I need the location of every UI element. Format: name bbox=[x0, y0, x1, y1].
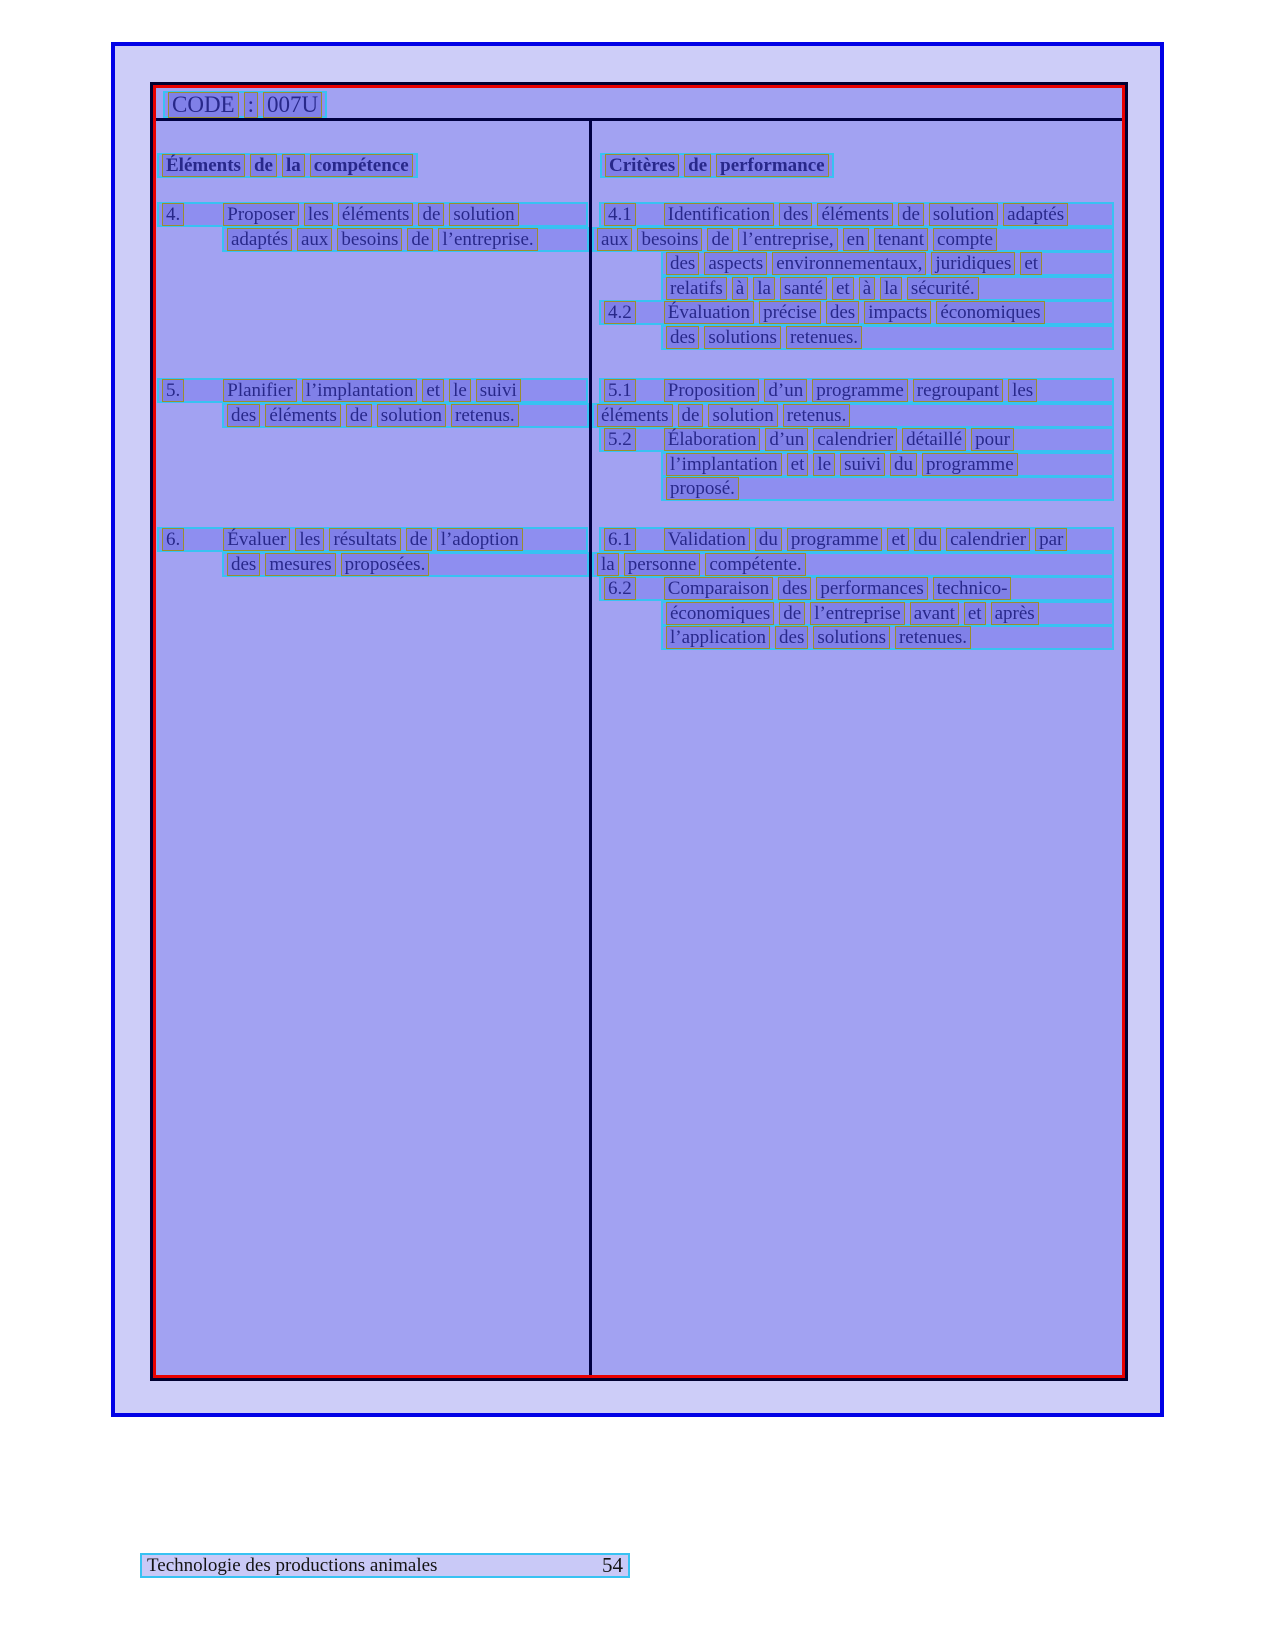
word: Proposition bbox=[664, 379, 760, 402]
code-header-line bbox=[163, 91, 327, 118]
table-inner bbox=[153, 85, 1125, 1378]
word: Proposer bbox=[223, 203, 299, 226]
word: juridiques bbox=[931, 252, 1015, 275]
left-column-header bbox=[157, 153, 418, 178]
word: de bbox=[898, 203, 924, 226]
word: du bbox=[890, 453, 917, 476]
word: éléments bbox=[817, 203, 893, 226]
word: et bbox=[787, 453, 809, 476]
word: compétente. bbox=[705, 553, 805, 576]
word: besoins bbox=[337, 228, 402, 251]
word: en bbox=[843, 228, 869, 251]
word: Élaboration bbox=[664, 428, 761, 451]
word: de bbox=[707, 228, 733, 251]
element-line bbox=[222, 227, 589, 252]
word: suivi bbox=[476, 379, 521, 402]
element-line bbox=[222, 403, 589, 428]
word: les bbox=[295, 528, 324, 551]
column-divider bbox=[589, 121, 592, 1375]
word: solutions bbox=[704, 326, 781, 349]
element-line bbox=[222, 552, 589, 577]
word: l’application bbox=[666, 626, 770, 649]
word: des bbox=[666, 326, 699, 349]
criterion-line bbox=[592, 552, 1114, 577]
page-number: 54 bbox=[602, 1553, 623, 1577]
item-number: 5. bbox=[162, 379, 184, 402]
word: du bbox=[755, 528, 782, 551]
criterion-line bbox=[661, 601, 1114, 626]
word: aspects bbox=[704, 252, 767, 275]
footer bbox=[140, 1553, 630, 1578]
word: l’implantation bbox=[666, 453, 782, 476]
word: des bbox=[227, 553, 260, 576]
word: proposées. bbox=[341, 553, 430, 576]
word: du bbox=[914, 528, 941, 551]
word: l’entreprise bbox=[810, 602, 905, 625]
word: compétence bbox=[310, 154, 413, 177]
word: de bbox=[779, 602, 805, 625]
element-line bbox=[157, 202, 588, 227]
word: la bbox=[753, 277, 775, 300]
criterion-line bbox=[661, 452, 1114, 477]
word: Identification bbox=[664, 203, 774, 226]
word: programme bbox=[787, 528, 883, 551]
word: et bbox=[422, 379, 444, 402]
word: précise bbox=[759, 301, 821, 324]
criterion-line bbox=[592, 403, 1114, 428]
word: compte bbox=[933, 228, 997, 251]
word: des bbox=[826, 301, 859, 324]
word: Comparaison bbox=[664, 577, 773, 600]
word: pour bbox=[971, 428, 1014, 451]
item-number: 5.1 bbox=[604, 379, 636, 402]
word: Évaluation bbox=[664, 301, 754, 324]
word: à bbox=[732, 277, 748, 300]
word: retenus. bbox=[451, 404, 519, 427]
word: éléments bbox=[338, 203, 414, 226]
word: détaillé bbox=[902, 428, 966, 451]
word: technico- bbox=[933, 577, 1012, 600]
word: santé bbox=[780, 277, 827, 300]
word: de bbox=[250, 154, 277, 177]
item-number: 4.1 bbox=[604, 203, 636, 226]
word: solutions bbox=[813, 626, 890, 649]
word: de bbox=[407, 228, 433, 251]
word: calendrier bbox=[946, 528, 1030, 551]
word: suivi bbox=[840, 453, 885, 476]
footer-title: Technologie des productions animales bbox=[147, 1554, 438, 1576]
word: avant bbox=[910, 602, 959, 625]
word: les bbox=[1008, 379, 1037, 402]
criterion-line bbox=[599, 378, 1114, 403]
word: regroupant bbox=[913, 379, 1003, 402]
word: de bbox=[678, 404, 704, 427]
header-row-divider bbox=[156, 118, 1122, 121]
word: 007U bbox=[263, 92, 322, 118]
word: de bbox=[406, 528, 432, 551]
word: solution bbox=[708, 404, 777, 427]
word: solution bbox=[377, 404, 446, 427]
word: les bbox=[304, 203, 333, 226]
competency-table bbox=[150, 82, 1128, 1381]
word: adaptés bbox=[1003, 203, 1068, 226]
word: retenues. bbox=[786, 326, 862, 349]
criterion-line bbox=[661, 625, 1114, 650]
word: Validation bbox=[664, 528, 750, 551]
word: des bbox=[227, 404, 260, 427]
word: de bbox=[346, 404, 372, 427]
item-number: 6.1 bbox=[604, 528, 636, 551]
word: des bbox=[666, 252, 699, 275]
word: Planifier bbox=[223, 379, 296, 402]
word: économiques bbox=[936, 301, 1044, 324]
criterion-line bbox=[661, 476, 1114, 501]
word: mesures bbox=[265, 553, 335, 576]
word: à bbox=[859, 277, 875, 300]
word: d’un bbox=[764, 379, 807, 402]
word: et bbox=[964, 602, 986, 625]
word: après bbox=[991, 602, 1039, 625]
word: la bbox=[282, 154, 305, 177]
word: l’entreprise, bbox=[738, 228, 837, 251]
word: la bbox=[880, 277, 902, 300]
criterion-line bbox=[599, 300, 1114, 325]
word: l’implantation bbox=[302, 379, 418, 402]
item-number: 4. bbox=[162, 203, 184, 226]
word: impacts bbox=[864, 301, 931, 324]
item-number: 5.2 bbox=[604, 428, 636, 451]
word: et bbox=[887, 528, 909, 551]
word: la bbox=[597, 553, 619, 576]
word: Critères bbox=[605, 154, 679, 177]
document-page bbox=[111, 42, 1164, 1417]
criterion-line bbox=[599, 202, 1114, 227]
criterion-line bbox=[661, 276, 1114, 301]
word: sécurité. bbox=[907, 277, 979, 300]
word: aux bbox=[597, 228, 632, 251]
word: de bbox=[684, 154, 711, 177]
word: de bbox=[418, 203, 444, 226]
element-line bbox=[157, 527, 588, 552]
word: relatifs bbox=[666, 277, 727, 300]
item-number: 6.2 bbox=[604, 577, 636, 600]
word: performances bbox=[816, 577, 927, 600]
criterion-line bbox=[599, 527, 1114, 552]
word: tenant bbox=[874, 228, 928, 251]
criterion-line bbox=[599, 576, 1114, 601]
word: économiques bbox=[666, 602, 774, 625]
word: des bbox=[779, 203, 812, 226]
item-number: 6. bbox=[162, 528, 184, 551]
criterion-line bbox=[661, 251, 1114, 276]
word: d’un bbox=[765, 428, 808, 451]
word: retenus. bbox=[783, 404, 851, 427]
word: solution bbox=[449, 203, 518, 226]
word: solution bbox=[929, 203, 998, 226]
word: aux bbox=[297, 228, 332, 251]
element-line bbox=[157, 378, 588, 403]
word: CODE bbox=[168, 92, 239, 118]
word: éléments bbox=[597, 404, 673, 427]
criterion-line bbox=[592, 227, 1114, 252]
item-number: 4.2 bbox=[604, 301, 636, 324]
word: environnementaux, bbox=[772, 252, 926, 275]
right-column-header bbox=[600, 153, 834, 178]
word: performance bbox=[716, 154, 828, 177]
word: résultats bbox=[329, 528, 400, 551]
word: calendrier bbox=[813, 428, 897, 451]
word: l’entreprise. bbox=[438, 228, 537, 251]
word: des bbox=[775, 626, 808, 649]
word: Évaluer bbox=[223, 528, 290, 551]
word: le bbox=[449, 379, 471, 402]
word: personne bbox=[624, 553, 701, 576]
word: et bbox=[832, 277, 854, 300]
word: : bbox=[244, 92, 258, 118]
word: adaptés bbox=[227, 228, 292, 251]
criterion-line bbox=[599, 427, 1114, 452]
word: et bbox=[1020, 252, 1042, 275]
word: programme bbox=[812, 379, 908, 402]
word: retenues. bbox=[895, 626, 971, 649]
word: Éléments bbox=[162, 154, 245, 177]
word: par bbox=[1035, 528, 1067, 551]
criterion-line bbox=[661, 325, 1114, 350]
word: le bbox=[813, 453, 835, 476]
word: proposé. bbox=[666, 477, 739, 500]
word: besoins bbox=[637, 228, 702, 251]
word: des bbox=[778, 577, 811, 600]
word: éléments bbox=[265, 404, 341, 427]
word: l’adoption bbox=[437, 528, 523, 551]
word: programme bbox=[922, 453, 1018, 476]
